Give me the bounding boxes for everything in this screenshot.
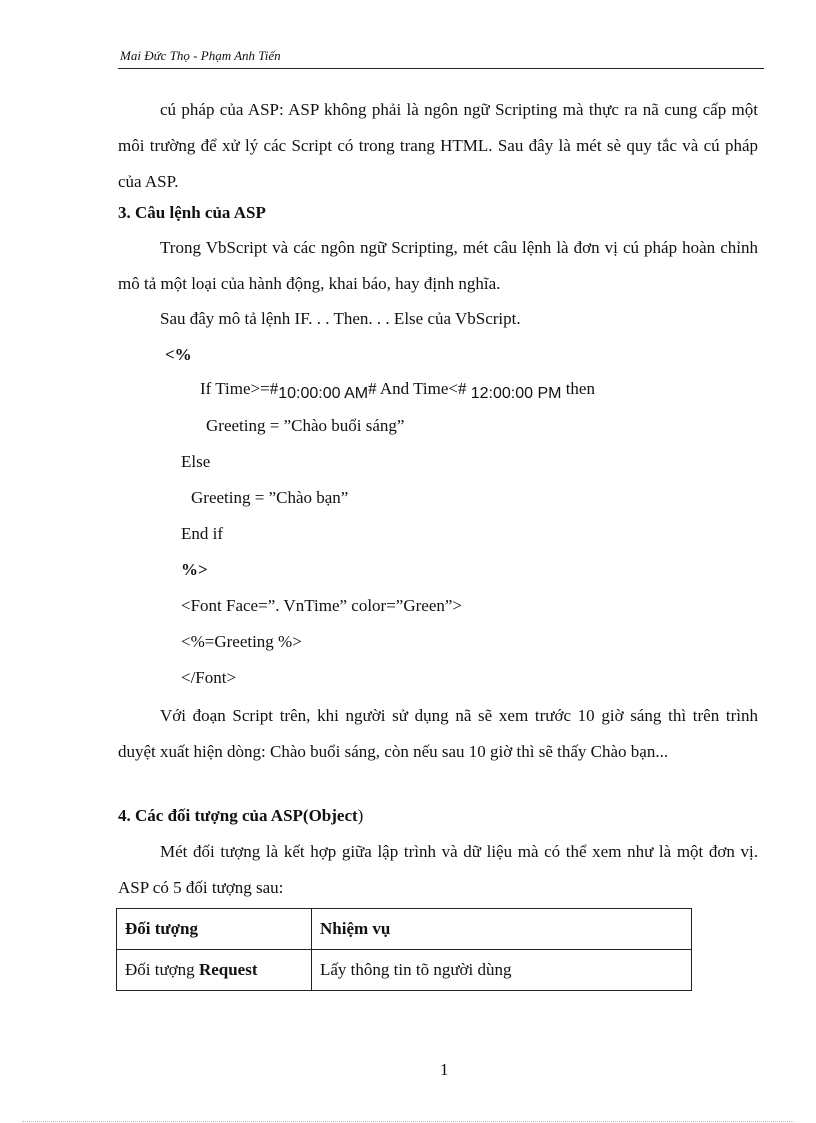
code-greeting-1: Greeting = ”Chào buổi sáng” — [206, 416, 405, 435]
table-header-object: Đối tượng — [117, 909, 312, 950]
intro-paragraph: cú pháp của ASP: ASP không phải là ngôn ngữ Scripting mà thực ra nã cung cấp một môi trường để xử lý các Script có trong trang HTML. Sau đây là mét sè quy tắc và cú pháp của ASP. — [118, 100, 758, 191]
section-4-heading-paren: ) — [357, 806, 364, 825]
code-greeting-2: Greeting = ”Chào bạn” — [191, 488, 349, 507]
objects-table — [116, 908, 692, 991]
page-bottom-divider — [22, 1121, 794, 1122]
object-name: Request — [198, 960, 258, 979]
section-4-heading-text: 4. Các đối tượng của ASP(Object — [118, 806, 358, 825]
code-if-part-a: If Time>=# — [200, 379, 279, 398]
code-else: Else — [181, 452, 211, 471]
code-end-if: End if — [181, 524, 224, 543]
code-if-part-c: then — [561, 379, 595, 398]
header-authors: Mai Đức Thọ - Phạm Anh Tiến — [120, 48, 281, 63]
table-row — [117, 950, 692, 991]
code-time-2: 12:00:00 PM — [470, 385, 562, 402]
table-cell-task: Lấy thông tin tõ người dùng — [312, 950, 692, 991]
section-3-paragraph: Trong VbScript và các ngôn ngữ Scripting, mét câu lệnh là đơn vị cú pháp hoàn chỉnh mô tả một loại của hành động, khai báo, hay định nghĩa. — [118, 238, 758, 293]
code-font-open: <Font Face=”. VnTime” color=”Green”> — [181, 596, 463, 615]
page-header — [118, 48, 764, 69]
table-header-task: Nhiệm vụ — [312, 909, 692, 950]
page-number: 1 — [440, 1060, 449, 1079]
code-font-close: </Font> — [181, 668, 237, 687]
code-open-tag: <% — [165, 345, 192, 364]
code-if-part-b: # And Time<# — [368, 379, 471, 398]
code-time-1: 10:00:00 AM — [278, 385, 369, 402]
code-if-line — [200, 379, 595, 402]
table-cell-object — [117, 950, 312, 991]
section-3-heading: 3. Câu lệnh của ASP — [118, 203, 266, 222]
section-3-intro-line: Sau đây mô tả lệnh IF. . . Then. . . Else của VbScript. — [160, 309, 521, 328]
code-close-tag: %> — [181, 560, 208, 579]
code-output: <%=Greeting %> — [181, 632, 302, 651]
object-prefix: Đối tượng — [125, 960, 199, 979]
section-4-paragraph: Mét đối tượng là kết hợp giữa lập trình và dữ liệu mà có thể xem như là một đơn vị. ASP có 5 đối tượng sau: — [118, 842, 758, 897]
table-header-row — [117, 909, 692, 950]
section-4-heading — [118, 806, 363, 826]
after-code-paragraph: Với đoạn Script trên, khi người sử dụng nã sẽ xem trước 10 giờ sáng thì trên trình duyệt xuất hiện dòng: Chào buổi sáng, còn nếu sau 10 giờ thì sẽ thấy Chào bạn... — [118, 706, 758, 761]
